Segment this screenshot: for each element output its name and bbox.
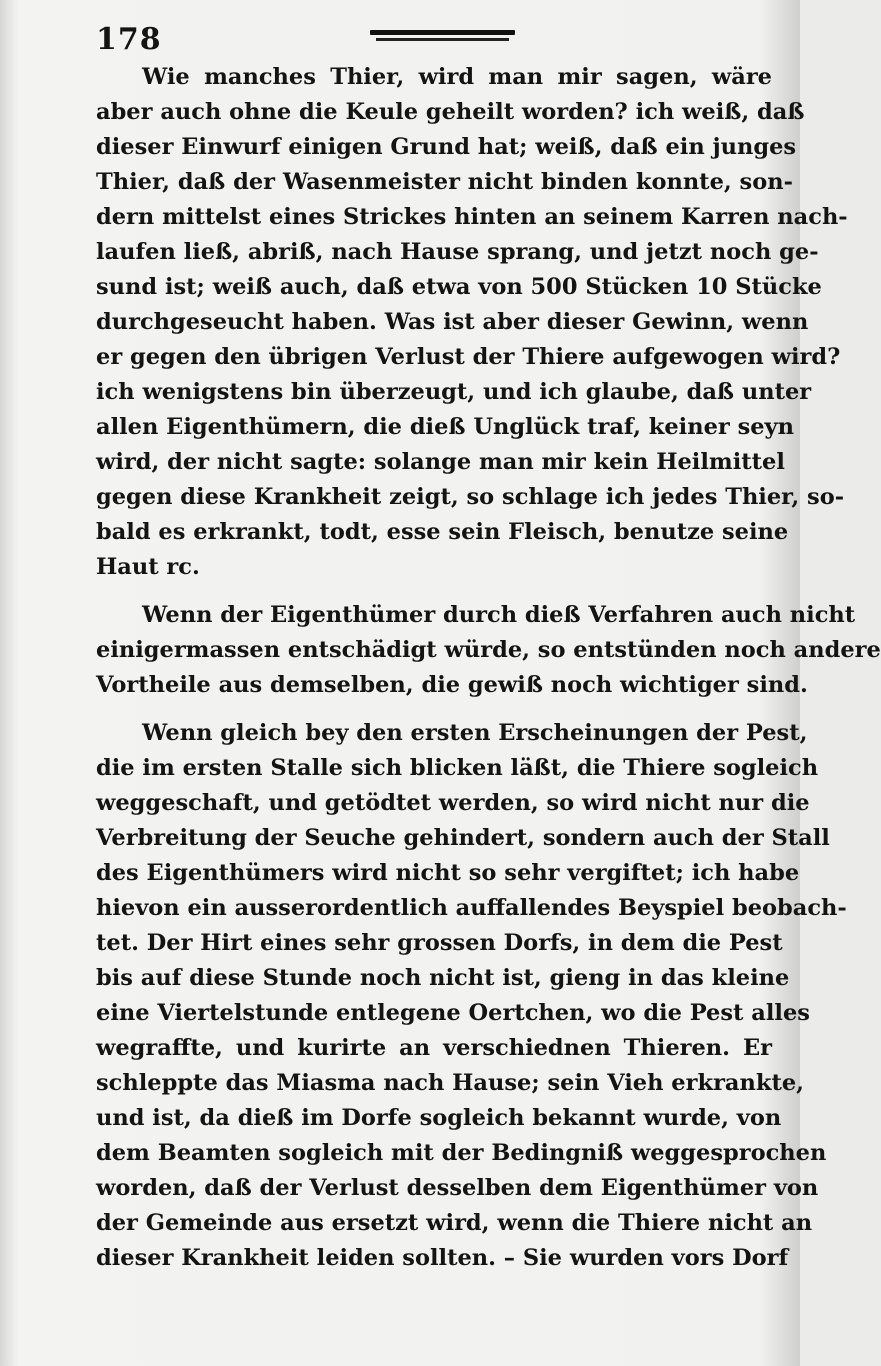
text-line: durchgeseucht haben. Was ist aber dieser Gewinn, wenn	[96, 309, 809, 335]
text-line: er gegen den übrigen Verlust der Thiere aufgewogen wird?	[96, 344, 841, 370]
text-line: hievon ein ausserordentlich auffallendes Beyspiel beobach-	[96, 895, 847, 921]
text-line: worden, daß der Verlust desselben dem Eigenthümer von	[96, 1175, 819, 1201]
text-line: einigermassen entschädigt würde, so entstünden noch andere	[96, 637, 881, 663]
text-line: tet. Der Hirt eines sehr grossen Dorfs, in dem die Pest	[96, 930, 783, 956]
text-line: laufen ließ, abriß, nach Hause sprang, und jetzt noch ge-	[96, 239, 819, 265]
text-line: Verbreitung der Seuche gehindert, sondern auch der Stall	[96, 825, 830, 851]
text-line: wird, der nicht sagte: solange man mir kein Heilmittel	[96, 449, 785, 475]
paragraph-gap	[96, 703, 772, 716]
text-line: Wie manches Thier, wird man mir sagen, wäre	[142, 64, 772, 90]
text-line: Wenn gleich bey den ersten Erscheinungen der Pest,	[142, 720, 808, 746]
paragraph-gap	[96, 585, 772, 598]
text-line: dem Beamten sogleich mit der Bedingniß weggesprochen	[96, 1140, 827, 1166]
text-line: die im ersten Stalle sich blicken läßt, die Thiere sogleich	[96, 755, 819, 781]
text-line: Vortheile aus demselben, die gewiß noch wichtiger sind.	[96, 672, 808, 698]
text-line: bald es erkrankt, todt, esse sein Fleisch, benutze seine	[96, 519, 789, 545]
text-line: allen Eigenthümern, die dieß Unglück traf, keiner seyn	[96, 414, 794, 440]
text-line: und ist, da dieß im Dorfe sogleich bekannt wurde, von	[96, 1105, 782, 1131]
text-line: Wenn der Eigenthümer durch dieß Verfahren auch nicht	[142, 602, 856, 628]
paragraph	[96, 716, 847, 1276]
text-line: ich wenigstens bin überzeugt, und ich glaube, daß unter	[96, 379, 812, 405]
text-line: dieser Krankheit leiden sollten. – Sie wurden vors Dorf	[96, 1245, 789, 1271]
text-line: dieser Einwurf einigen Grund hat; weiß, daß ein junges	[96, 134, 797, 160]
header-rule-thin	[376, 38, 509, 41]
text-line: eine Viertelstunde entlegene Oertchen, wo die Pest alles	[96, 1000, 810, 1026]
text-line: dern mittelst eines Strickes hinten an seinem Karren nach-	[96, 204, 848, 230]
text-line: gegen diese Krankheit zeigt, so schlage ich jedes Thier, so-	[96, 484, 845, 510]
text-line: des Eigenthümers wird nicht so sehr vergiftet; ich habe	[96, 860, 800, 886]
text-line: Haut rc.	[96, 554, 200, 580]
page-number: 178	[96, 22, 162, 57]
text-line: schleppte das Miasma nach Hause; sein Vieh erkrankte,	[96, 1070, 804, 1096]
text-line: bis auf diese Stunde noch nicht ist, gieng in das kleine	[96, 965, 790, 991]
text-line: weggeschaft, und getödtet werden, so wird nicht nur die	[96, 790, 810, 816]
text-line: der Gemeinde aus ersetzt wird, wenn die Thiere nicht an	[96, 1210, 813, 1236]
text-line: Thier, daß der Wasenmeister nicht binden konnte, son-	[96, 169, 793, 195]
page-header	[0, 0, 800, 60]
header-rule	[370, 30, 515, 42]
body-text	[96, 60, 881, 1276]
paragraph	[96, 598, 881, 703]
text-line: wegraffte, und kurirte an verschiednen Thieren. Er	[96, 1035, 772, 1061]
text-line: sund ist; weiß auch, daß etwa von 500 Stücken 10 Stücke	[96, 274, 822, 300]
text-line: aber auch ohne die Keule geheilt worden? ich weiß, daß	[96, 99, 805, 125]
header-rule-thick	[370, 30, 515, 35]
paragraph	[96, 60, 848, 585]
